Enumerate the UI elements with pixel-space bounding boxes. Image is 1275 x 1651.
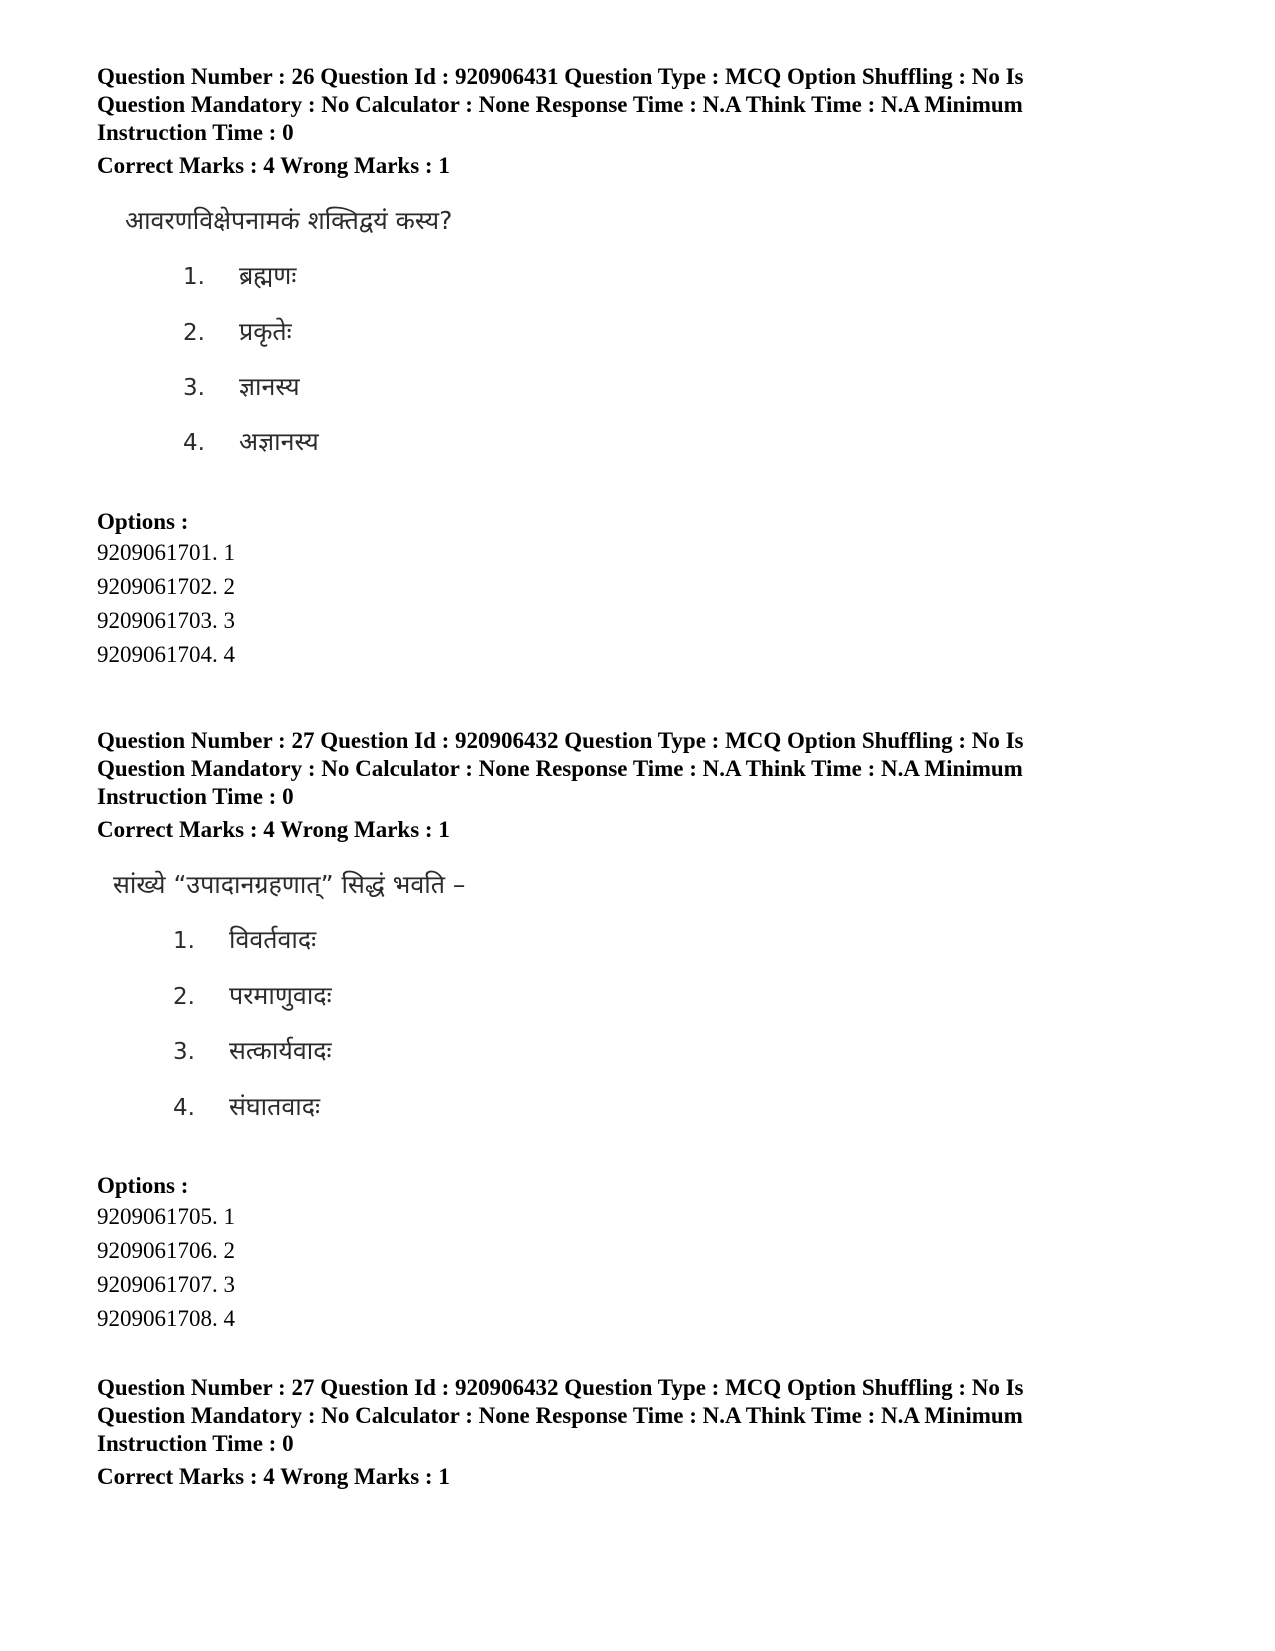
choice-item [173, 1035, 332, 1068]
option-id: 9209061702. [97, 574, 218, 599]
question-block-27-repeat [97, 1374, 1107, 1491]
option-value: 2 [223, 574, 235, 599]
choice-text: ज्ञानस्य [239, 372, 300, 401]
choice-text: परमाणुवादः [229, 981, 332, 1010]
question-meta: Question Number : 26 Question Id : 920906431 Question Type : MCQ Option Shuffling : No Is Question Mandatory : No Calculator : None Response Time : N.A Think Time : N.A Minimum Instruction Time : 0 [97, 64, 1024, 145]
choice-text: सत्कार्यवादः [229, 1036, 332, 1065]
choice-text: अज्ञानस्य [239, 427, 319, 456]
option-line [97, 638, 1107, 672]
options-heading: Options : [97, 1173, 189, 1198]
choice-text: ब्रह्मणः [239, 261, 297, 290]
choice-number: 1. [183, 264, 205, 290]
choice-number: 2. [183, 320, 205, 346]
option-line [97, 570, 1107, 604]
marks-line: Correct Marks : 4 Wrong Marks : 1 [97, 1464, 450, 1489]
choice-number: 4. [173, 1095, 195, 1121]
choice-text: प्रकृतेः [239, 317, 292, 346]
question-meta: Question Number : 27 Question Id : 920906432 Question Type : MCQ Option Shuffling : No Is Question Mandatory : No Calculator : None Response Time : N.A Think Time : N.A Minimum Instruction Time : 0 [97, 1375, 1024, 1456]
choice-text: विवर्तवादः [229, 925, 317, 954]
choice-item [173, 924, 316, 957]
option-value: 3 [223, 1272, 235, 1297]
options-heading: Options : [97, 509, 189, 534]
option-value: 3 [223, 608, 235, 633]
question-text: आवरणविक्षेपनामकं शक्तिद्वयं कस्य? [125, 206, 453, 235]
choice-item [183, 426, 319, 459]
option-line [97, 1234, 1107, 1268]
choice-item [173, 1091, 320, 1124]
option-id: 9209061703. [97, 608, 218, 633]
option-value: 4 [223, 642, 235, 667]
choice-number: 1. [173, 928, 195, 954]
question-block-27 [97, 727, 1107, 1336]
option-value: 1 [223, 540, 235, 565]
choice-text: संघातवादः [229, 1092, 321, 1121]
option-id: 9209061707. [97, 1272, 218, 1297]
question-image [97, 868, 1107, 1158]
option-id: 9209061708. [97, 1306, 218, 1331]
option-line [97, 536, 1107, 570]
option-id: 9209061701. [97, 540, 218, 565]
option-id: 9209061706. [97, 1238, 218, 1263]
option-id: 9209061704. [97, 642, 218, 667]
option-id: 9209061705. [97, 1204, 218, 1229]
choice-item [173, 980, 332, 1013]
question-text: सांख्ये “उपादानग्रहणात्” सिद्धं भवति – [113, 870, 466, 899]
choice-item [183, 371, 300, 404]
choice-item [183, 316, 292, 349]
option-line [97, 1268, 1107, 1302]
option-line [97, 1302, 1107, 1336]
question-meta: Question Number : 27 Question Id : 920906432 Question Type : MCQ Option Shuffling : No Is Question Mandatory : No Calculator : None Response Time : N.A Think Time : N.A Minimum Instruction Time : 0 [97, 728, 1024, 809]
question-image [97, 204, 1107, 494]
option-line [97, 1200, 1107, 1234]
choice-number: 3. [173, 1039, 195, 1065]
choice-number: 4. [183, 430, 205, 456]
option-line [97, 604, 1107, 638]
question-block-26 [97, 63, 1107, 672]
choice-number: 3. [183, 375, 205, 401]
marks-line: Correct Marks : 4 Wrong Marks : 1 [97, 153, 450, 178]
choice-number: 2. [173, 984, 195, 1010]
option-value: 1 [223, 1204, 235, 1229]
option-value: 2 [223, 1238, 235, 1263]
option-value: 4 [223, 1306, 235, 1331]
marks-line: Correct Marks : 4 Wrong Marks : 1 [97, 817, 450, 842]
choice-item [183, 260, 296, 293]
